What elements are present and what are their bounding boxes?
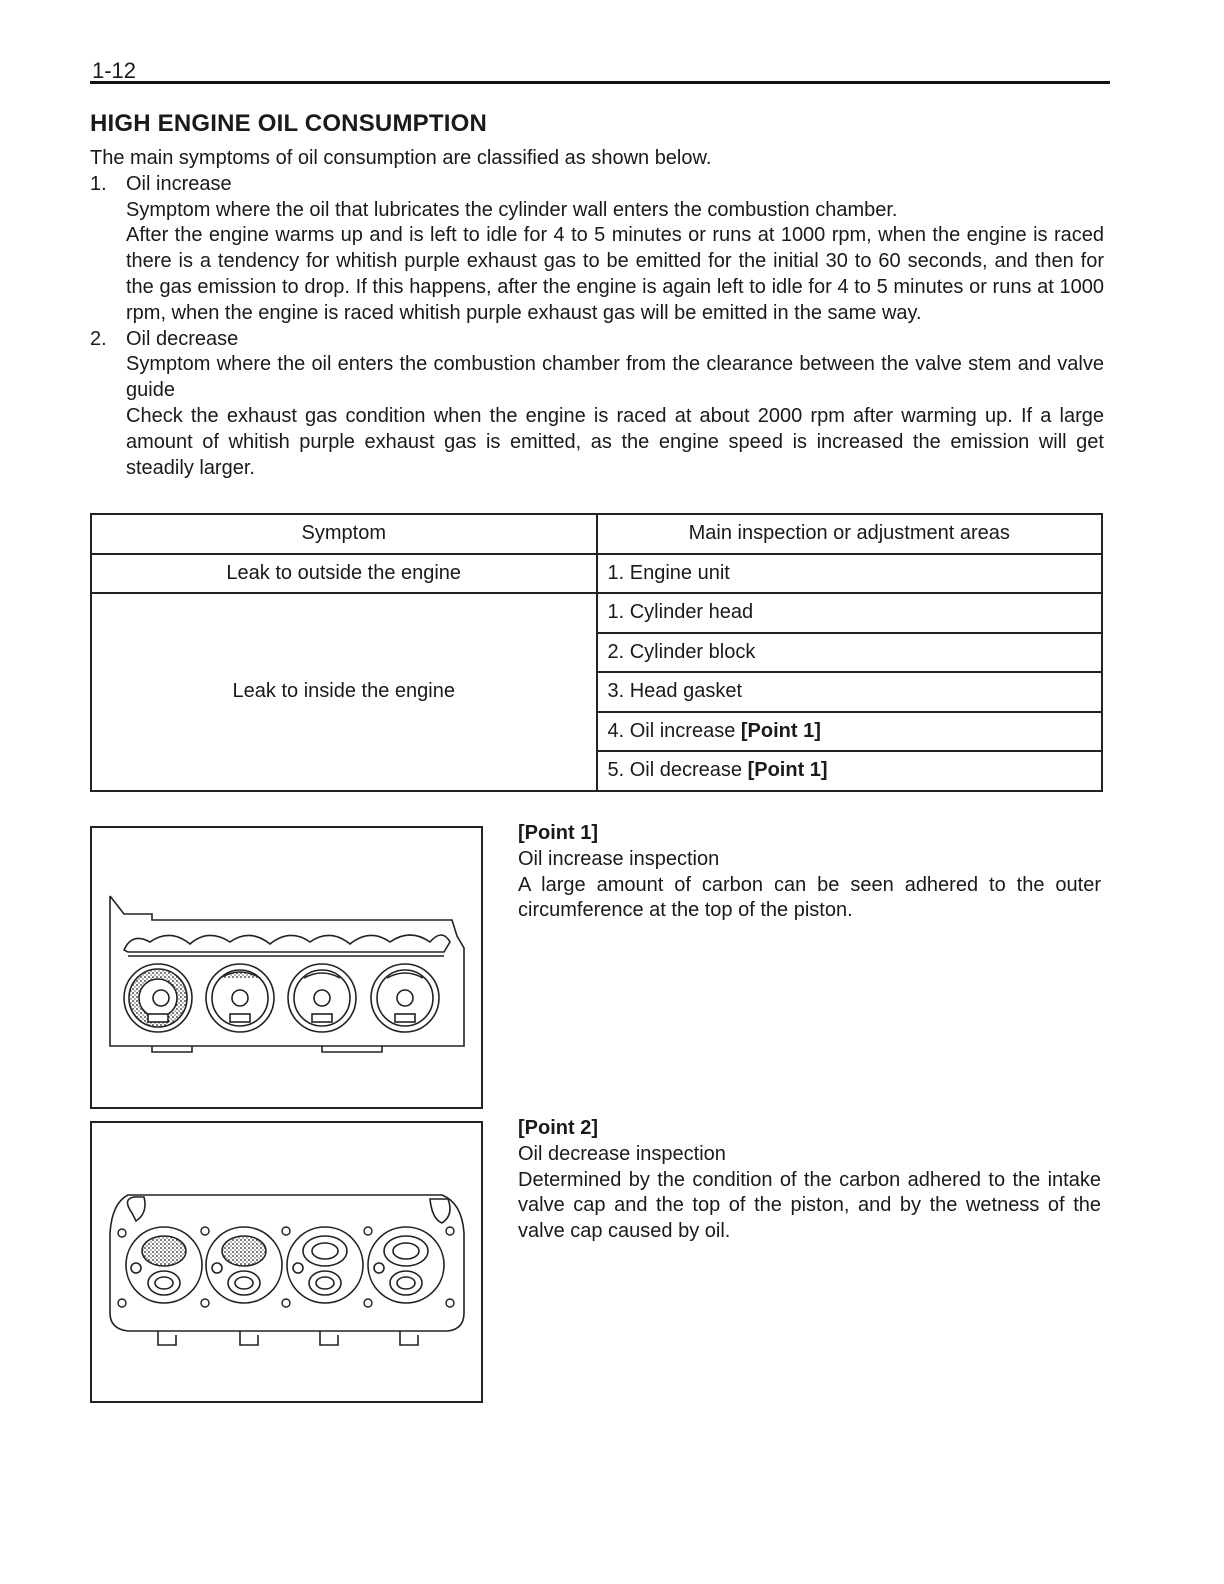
figure-cylinder-head [90,1121,483,1403]
list-item-oil-increase [90,172,1104,327]
table-header-cell: Main inspection or adjustment areas [597,514,1103,554]
point-text: A large amount of carbon can be seen adhered to the outer circumference at the top of the piston. [518,873,1101,922]
symptom-table [90,513,1103,792]
table-cell-symptom: Leak to outside the engine [91,554,597,594]
section-title: HIGH ENGINE OIL CONSUMPTION [90,110,487,137]
cylinder-head-valves-illustration [92,1123,481,1401]
area-ref: [Point 1] [747,759,828,782]
point-subtitle: Oil increase inspection [518,847,720,870]
table-cell-symptom: Leak to inside the engine [91,593,597,791]
table-cell-area [597,593,1103,633]
point-text: Determined by the condition of the carbon adhered to the intake valve cap and the top of the piston, and by the wetness of the valve cap caused by oil. [518,1168,1101,1243]
intro-text: The main symptoms of oil consumption are classified as shown below. [90,147,712,169]
area-text: 5. Oil decrease [607,759,748,782]
area-text: 4. Oil increase [607,719,741,742]
area-ref: [Point 1] [740,719,821,742]
list-number: 1. [90,172,107,195]
figure-cylinder-block [90,826,483,1109]
table-cell-area: 1. Engine unit [597,554,1103,594]
table-header-row [91,514,1102,554]
table-cell-area [597,672,1103,712]
point-title: [Point 1] [518,822,598,844]
list-text: Symptom where the oil that lubricates the cylinder wall enters the combustion chamber. [126,198,898,221]
point-1-block [518,821,1101,924]
table-cell-area [597,712,1103,752]
table-cell-area [597,751,1103,791]
point-2-block [518,1116,1101,1245]
list-text: Check the exhaust gas condition when the engine is raced at about 2000 rpm after warming up. If a large amount of whitish purple exhaust gas is emitted, as the engine speed is increased the emission will get steadily larger. [126,404,1104,479]
cylinder-block-pistons-illustration [92,828,481,1107]
list-number: 2. [90,327,107,350]
list-text: After the engine warms up and is left to idle for 4 to 5 minutes or runs at 1000 rpm, when the engine is raced there is a tendency for whitish purple exhaust gas to be emitted for the initial 30 to 60 seconds, and then for the gas emission to drop. If this happens, after the engine is again left to idle for 4 to 5 minutes or runs at 1000 rpm, when the engine is raced whitish purple exhaust gas will be emitted in the same way. [126,224,1104,324]
area-text: 3. Head gasket [607,680,743,703]
list-item-oil-decrease [90,327,1104,482]
point-title: [Point 2] [518,1117,598,1139]
table-row [91,554,1102,594]
table-header-cell: Symptom [91,514,597,554]
table-cell-area [597,633,1103,673]
area-text: 2. Cylinder block [607,640,756,663]
list-heading: Oil increase [126,172,232,195]
header-rule [90,81,1110,84]
list-heading: Oil decrease [126,327,239,350]
area-text: 1. Cylinder head [607,601,754,624]
section-body [90,146,1104,481]
table-row [91,593,1102,633]
point-subtitle: Oil decrease inspection [518,1142,726,1165]
page-number: 1-12 [92,58,137,83]
list-text: Symptom where the oil enters the combustion chamber from the clearance between the valve stem and valve guide [126,353,1104,402]
